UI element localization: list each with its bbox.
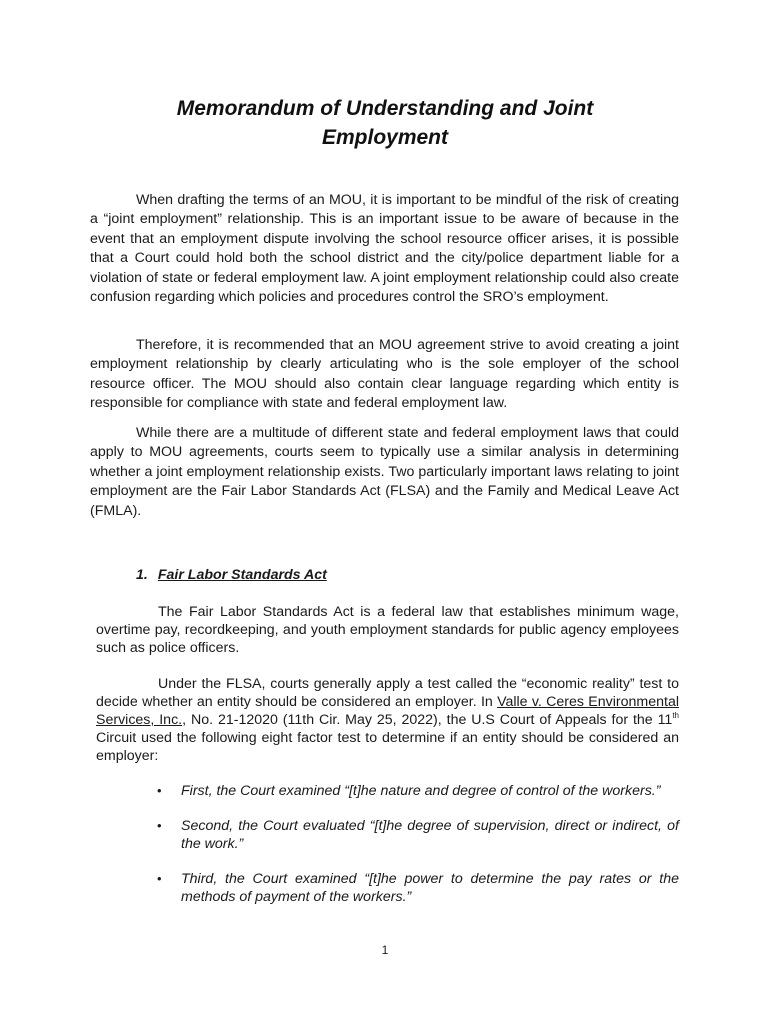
list-item bbox=[155, 817, 679, 853]
factor-list bbox=[155, 782, 679, 923]
section-title: Fair Labor Standards Act bbox=[157, 567, 327, 583]
paragraph-intro: When drafting the terms of an MOU, it is important to be mindful of the risk of creating a “joint employment” relationship. This is an important issue to be aware of because in the event that an employment dispute involving the school resource officer arises, it is possible that a Court could hold both the school district and the city/police department liable for a violation of state or federal employment law. A joint employment relationship could also create confusion regarding which policies and procedures control the SRO’s employment. bbox=[90, 192, 679, 306]
title-line-1: Memorandum of Understanding and Joint bbox=[176, 97, 594, 120]
page-title bbox=[90, 94, 680, 152]
case-citation: Valle v. Ceres Environmental Services, Inc., bbox=[96, 694, 679, 728]
paragraph-flsa-definition: The Fair Labor Standards Act is a federal law that establishes minimum wage, overtime pay, recordkeeping, and youth employment standards for public agency employees such as police officers. bbox=[96, 604, 679, 656]
bullet-icon: • bbox=[157, 871, 162, 886]
list-item-text: Third, the Court examined “[t]he power to determine the pay rates or the methods of payment of the workers.” bbox=[181, 871, 679, 905]
title-line-2: Employment bbox=[321, 126, 449, 149]
bullet-icon: • bbox=[157, 783, 162, 798]
list-item-text: First, the Court examined “[t]he nature and degree of control of the workers.” bbox=[181, 783, 661, 799]
paragraph-economic-reality bbox=[96, 675, 679, 765]
list-item bbox=[155, 870, 679, 906]
p5-text-c: Circuit used the following eight factor test to determine if an entity should be considered an employer: bbox=[96, 730, 679, 764]
p5-text-a: Under the FLSA, courts generally apply a test called the “economic reality” test to decide whether an entity should be considered an employer. In bbox=[96, 676, 679, 710]
ordinal-superscript: th bbox=[672, 711, 679, 720]
page-number: 1 bbox=[381, 943, 389, 957]
bullet-icon: • bbox=[157, 818, 162, 833]
section-number: 1. bbox=[136, 567, 148, 583]
section-heading-flsa bbox=[136, 567, 327, 583]
paragraph-laws: While there are a multitude of different state and federal employment laws that could apply to MOU agreements, courts seem to typically use a similar analysis in determining whether a joint employment relationship exists. Two particularly important laws relating to joint employment are the Fair Labor Standards Act (FLSA) and the Family and Medical Leave Act (FMLA). bbox=[90, 425, 679, 519]
list-item bbox=[155, 782, 679, 800]
paragraph-recommendation: Therefore, it is recommended that an MOU agreement strive to avoid creating a joint employment relationship by clearly articulating who is the sole employer of the school resource officer. The MOU should also contain clear language regarding which entity is responsible for compliance with state and federal employment law. bbox=[90, 337, 679, 412]
p5-text-b: No. 21-12020 (11th Cir. May 25, 2022), the U.S Court of Appeals for the 11 bbox=[186, 712, 673, 728]
list-item-text: Second, the Court evaluated “[t]he degree of supervision, direct or indirect, of the work.” bbox=[181, 818, 679, 852]
